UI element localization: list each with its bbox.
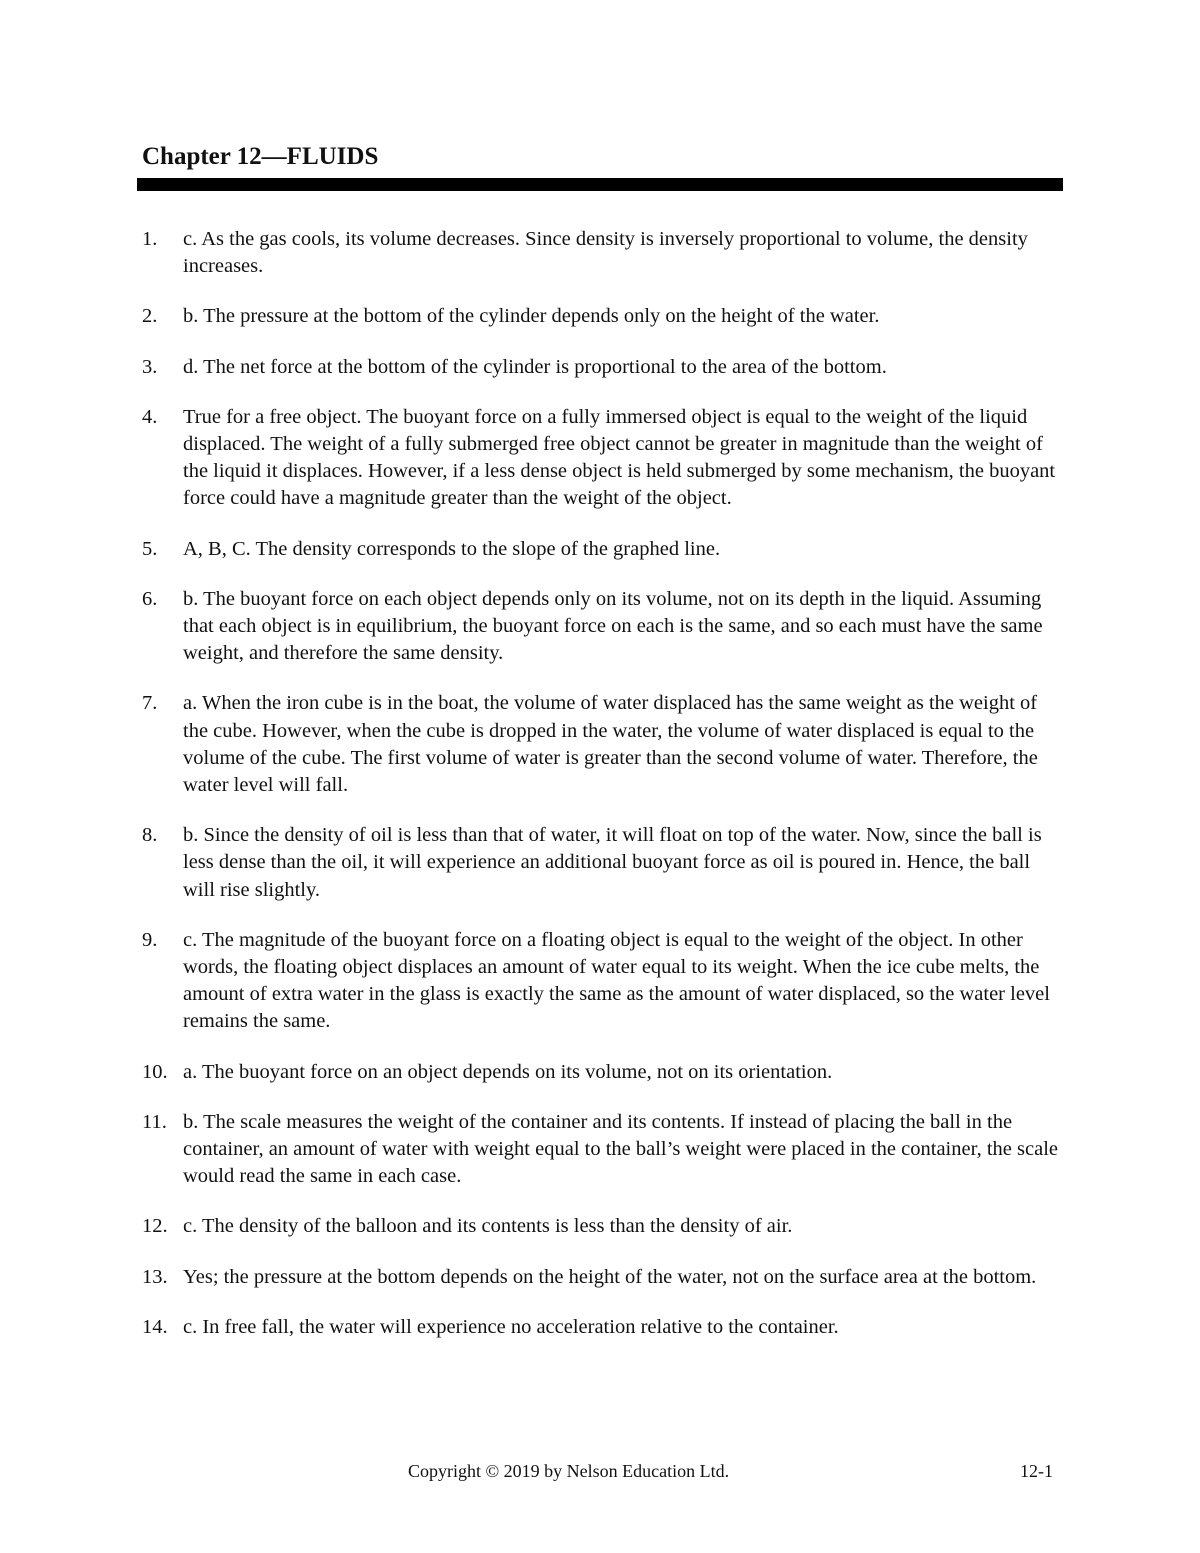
answer-item bbox=[142, 1213, 1067, 1240]
answer-number: 3. bbox=[142, 355, 158, 378]
answer-item bbox=[142, 690, 1067, 799]
answer-number: 8. bbox=[142, 824, 158, 847]
answer-number: 13. bbox=[142, 1265, 168, 1288]
answer-number: 10. bbox=[142, 1060, 168, 1083]
answer-list bbox=[142, 226, 1067, 1364]
answer-number: 1. bbox=[142, 228, 158, 250]
answer-text: c. The magnitude of the buoyant force on a floating object is equal to the weight of the object. In other words, the floating object displaces an amount of water equal to its weight. When the ice cube melts, the amount of extra water in the glass is exactly the same as the amount of water displaced, so the water level remains the same. bbox=[183, 928, 1050, 1033]
answer-item bbox=[142, 586, 1067, 668]
answer-number: 6. bbox=[142, 587, 158, 610]
answer-item bbox=[142, 1059, 1067, 1086]
answer-item bbox=[142, 303, 1067, 330]
answer-text: a. The buoyant force on an object depends on its volume, not on its orientation. bbox=[183, 1060, 833, 1083]
answer-number: 4. bbox=[142, 405, 158, 428]
answer-text: c. The density of the balloon and its contents is less than the density of air. bbox=[183, 1215, 793, 1238]
answer-item bbox=[142, 1314, 1067, 1341]
title-rule bbox=[137, 178, 1063, 191]
answer-text: b. The pressure at the bottom of the cylinder depends only on the height of the water. bbox=[183, 305, 880, 328]
answer-text: a. When the iron cube is in the boat, the volume of water displaced has the same weight as the weight of the cube. However, when the cube is dropped in the water, the volume of water displaced is equal to the volume of the cube. The first volume of water is greater than the second volume of water. Therefore, the water level will fall. bbox=[183, 692, 1038, 797]
answer-number: 5. bbox=[142, 537, 158, 560]
footer-copyright: Copyright © 2019 by Nelson Education Ltd. bbox=[408, 1461, 730, 1481]
answer-item bbox=[142, 404, 1067, 513]
answer-item bbox=[142, 927, 1067, 1036]
answer-number: 11. bbox=[142, 1110, 167, 1133]
chapter-title: Chapter 12—FLUIDS bbox=[142, 143, 379, 170]
answer-item bbox=[142, 822, 1067, 904]
answer-text: d. The net force at the bottom of the cylinder is proportional to the area of the bottom. bbox=[183, 355, 887, 378]
answer-text: A, B, C. The density corresponds to the slope of the graphed line. bbox=[183, 537, 721, 560]
answer-text: Yes; the pressure at the bottom depends on the height of the water, not on the surface area at the bottom. bbox=[183, 1265, 1037, 1288]
answer-text: b. The buoyant force on each object depends only on its volume, not on its depth in the liquid. Assuming that each object is in equilibrium, the buoyant force on each is the same, and so each must have the same weight, and therefore the same density. bbox=[183, 587, 1043, 665]
answer-item bbox=[142, 1109, 1067, 1191]
answer-text: b. Since the density of oil is less than that of water, it will float on top of the water. Now, since the ball is less dense than the oil, it will experience an additional buoyant force as oil is poured in. Hence, the ball will rise slightly. bbox=[183, 824, 1042, 901]
answer-number: 2. bbox=[142, 305, 158, 328]
footer-page-number: 12-1 bbox=[1020, 1461, 1053, 1481]
answer-text: True for a free object. The buoyant force on a fully immersed object is equal to the weight of the liquid displaced. The weight of a fully submerged free object cannot be greater in magnitude than the weight of the liquid it displaces. However, if a less dense object is held submerged by some mechanism, the buoyant force could have a magnitude greater than the weight of the object. bbox=[183, 405, 1056, 510]
answer-number: 14. bbox=[142, 1315, 168, 1338]
answer-item bbox=[142, 354, 1067, 381]
answer-item bbox=[142, 1264, 1067, 1291]
answer-text: b. The scale measures the weight of the container and its contents. If instead of placing the ball in the container, an amount of water with weight equal to the ball’s weight were placed in the container, the scale would read the same in each case. bbox=[183, 1110, 1058, 1188]
answer-number: 9. bbox=[142, 928, 158, 951]
answer-item bbox=[142, 226, 1067, 280]
answer-text: c. As the gas cools, its volume decreases. Since density is inversely proportional to volume, the density increases. bbox=[183, 228, 1028, 278]
answer-text: c. In free fall, the water will experience no acceleration relative to the container. bbox=[183, 1315, 839, 1338]
answer-number: 7. bbox=[142, 692, 158, 715]
answer-number: 12. bbox=[142, 1215, 168, 1238]
answer-item bbox=[142, 536, 1067, 563]
